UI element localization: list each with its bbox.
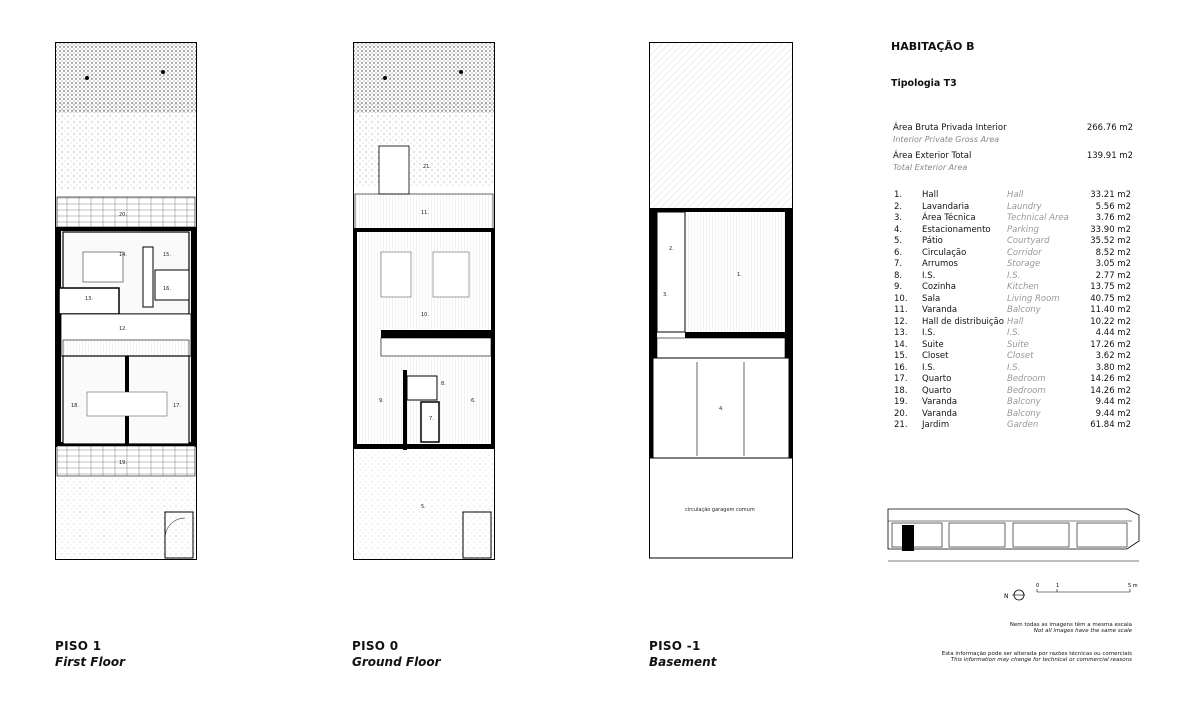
exterior-area-value: 139.91 m2 [1086,151,1133,161]
room-name-en: Closet [1007,351,1034,361]
room-row [894,213,1131,225]
room-name: I.S. [922,270,936,281]
floor-title: PISO 0 [352,639,399,653]
room-area: 3.76 m2 [1095,213,1131,223]
room-row [894,248,1131,260]
room-label: 6. [471,398,476,404]
room-label: 19. [119,460,127,466]
room-name-en: I.S. [1007,328,1021,338]
scale-zero: 0 [1036,583,1040,589]
room-name-en: I.S. [1007,362,1021,373]
room-row [894,202,1131,214]
floor-plan-first-floor [55,42,197,560]
room-row [894,363,1131,375]
room-number: 21. [894,420,908,430]
room-area: 4.44 m2 [1095,328,1131,338]
room-table [894,190,1131,432]
room-name: Sala [922,293,941,304]
room-number: 8. [894,270,903,281]
room-name: Varanda [922,305,958,315]
room-number: 13. [894,328,908,338]
exterior-area [893,151,1133,161]
room-number: 15. [894,351,908,361]
north-arrow [1004,587,1026,606]
room-label: 12. [119,326,127,332]
room-area: 9.44 m2 [1095,408,1131,419]
room-name-en: Parking [1007,224,1039,235]
exterior-area-label: Área Exterior Total [893,151,972,161]
room-name-en: Corridor [1007,247,1042,258]
room-area: 33.90 m2 [1090,224,1131,235]
room-area: 35.52 m2 [1090,236,1131,246]
room-row [894,305,1131,317]
room-number: 4. [894,224,903,235]
room-label: 18. [71,403,79,409]
room-label: 2. [669,246,674,252]
room-number: 7. [894,259,903,269]
room-name: Quarto [922,374,952,384]
scale-note-pt: Nem todas as imagens têm a mesma escala [1009,622,1132,628]
room-name: Circulação [922,247,967,258]
room-row [894,259,1131,271]
room-label: 15. [163,252,171,258]
room-area: 10.22 m2 [1090,316,1131,327]
room-name: I.S. [922,328,936,338]
room-name-en: Bedroom [1007,374,1046,384]
room-label: 14. [119,252,127,258]
room-number: 11. [894,305,908,315]
room-name-en: Bedroom [1007,385,1046,396]
room-area: 3.62 m2 [1095,351,1131,361]
room-name-en: Living Room [1007,293,1060,304]
room-area: 33.21 m2 [1090,190,1131,200]
room-row [894,328,1131,340]
room-label: 9. [379,398,384,404]
room-row [894,236,1131,248]
room-label: 7. [429,416,434,422]
room-name: Quarto [922,385,952,396]
floor-title: PISO -1 [649,639,701,653]
room-name: Hall de distribuição [922,316,1004,327]
room-label: 1. [737,272,742,278]
room-area: 17.26 m2 [1090,339,1131,350]
room-area: 5.56 m2 [1095,201,1131,212]
gross-area-value: 266.76 m2 [1086,123,1133,133]
room-number: 3. [894,213,903,223]
room-name: Pátio [922,236,943,246]
gross-area [893,123,1133,133]
room-name: Cozinha [922,282,956,292]
room-label: 3. [663,292,668,298]
room-label: 4. [719,406,724,412]
room-row [894,190,1131,202]
room-row [894,271,1131,283]
gross-area-label: Área Bruta Privada Interior [893,123,1007,133]
gross-area-label-en: Interior Private Gross Area [893,135,1000,144]
room-number: 12. [894,316,908,327]
disclaimer-note [900,651,1132,663]
room-row [894,225,1131,237]
room-name-en: Kitchen [1007,282,1039,292]
room-name-en: Hall [1007,190,1024,200]
room-area: 13.75 m2 [1090,282,1131,292]
room-label: 10. [421,312,429,318]
room-name-en: Balcony [1007,408,1041,419]
room-row [894,397,1131,409]
room-name: I.S. [922,362,936,373]
room-name: Varanda [922,408,958,419]
room-area: 3.80 m2 [1095,362,1131,373]
scale-one: 1 [1056,583,1060,589]
room-area: 2.77 m2 [1095,270,1131,281]
room-name: Jardim [922,420,950,430]
room-name: Lavandaria [922,201,970,212]
floor-plan-basement [649,42,795,560]
room-name-en: Storage [1007,259,1041,269]
scale-bar [1034,581,1144,601]
exterior-area-label-en: Total Exterior Area [893,163,968,172]
room-area: 61.84 m2 [1090,420,1131,430]
room-number: 10. [894,293,908,304]
room-row [894,420,1131,432]
room-number: 16. [894,362,908,373]
floor-subtitle: Ground Floor [352,655,441,669]
room-row [894,351,1131,363]
room-number: 2. [894,201,903,212]
room-number: 17. [894,374,908,384]
disclaimer-note-pt: Esta informação pode ser alterada por razões técnicas ou comerciais [941,651,1132,657]
scale-note [900,622,1132,634]
room-name: Estacionamento [922,224,991,235]
room-name-en: Garden [1007,420,1039,430]
floor-title: PISO 1 [55,639,102,653]
room-number: 14. [894,339,908,350]
room-number: 9. [894,282,903,292]
room-label: 20. [119,212,127,218]
room-label: 16. [163,286,171,292]
room-label: 11. [421,210,429,216]
room-name-en: Hall [1007,316,1024,327]
floor-subtitle: First Floor [55,655,126,669]
room-name-en: Courtyard [1007,236,1050,246]
room-row [894,282,1131,294]
room-row [894,340,1131,352]
room-row [894,374,1131,386]
room-name-en: Technical Area [1007,213,1069,223]
room-name-en: Suite [1007,339,1029,350]
room-label: 5. [421,504,426,510]
room-label: 8. [441,381,446,387]
room-name: Arrumos [922,259,958,269]
room-name-en: I.S. [1007,270,1021,281]
room-number: 19. [894,397,908,407]
garage-label: circulação garagem comum [685,507,755,513]
room-name: Hall [922,190,939,200]
room-row [894,409,1131,421]
room-number: 18. [894,385,908,396]
room-row [894,317,1131,329]
room-area: 40.75 m2 [1090,293,1131,304]
room-area: 8.52 m2 [1095,247,1131,258]
room-area: 9.44 m2 [1095,397,1131,407]
room-row [894,386,1131,398]
floor-plan-ground-floor [353,42,495,560]
scale-note-en: Not all images have the same scale [1033,628,1132,634]
room-label: 17. [173,403,181,409]
room-row [894,294,1131,306]
room-name-en: Balcony [1007,305,1041,315]
room-area: 11.40 m2 [1090,305,1131,315]
room-name: Suite [922,339,944,350]
room-name: Closet [922,351,949,361]
north-label: N [1004,593,1009,600]
floor-subtitle: Basement [649,655,717,669]
room-name-en: Laundry [1007,201,1042,212]
room-name-en: Balcony [1007,397,1041,407]
room-number: 6. [894,247,903,258]
room-number: 1. [894,190,903,200]
room-area: 14.26 m2 [1090,374,1131,384]
room-area: 14.26 m2 [1090,385,1131,396]
room-label: 21. [423,164,431,170]
room-label: 13. [85,296,93,302]
scale-five: 5 m [1128,583,1138,589]
site-key-plan [887,505,1155,569]
room-area: 3.05 m2 [1095,259,1131,269]
unit-title: HABITAÇÃO B [891,40,975,53]
disclaimer-note-en: This information may change for technical or commercial reasons [950,657,1132,663]
room-number: 20. [894,408,908,419]
room-name: Varanda [922,397,958,407]
typology: Tipologia T3 [891,78,957,89]
room-name: Área Técnica [922,213,976,223]
room-number: 5. [894,236,903,246]
